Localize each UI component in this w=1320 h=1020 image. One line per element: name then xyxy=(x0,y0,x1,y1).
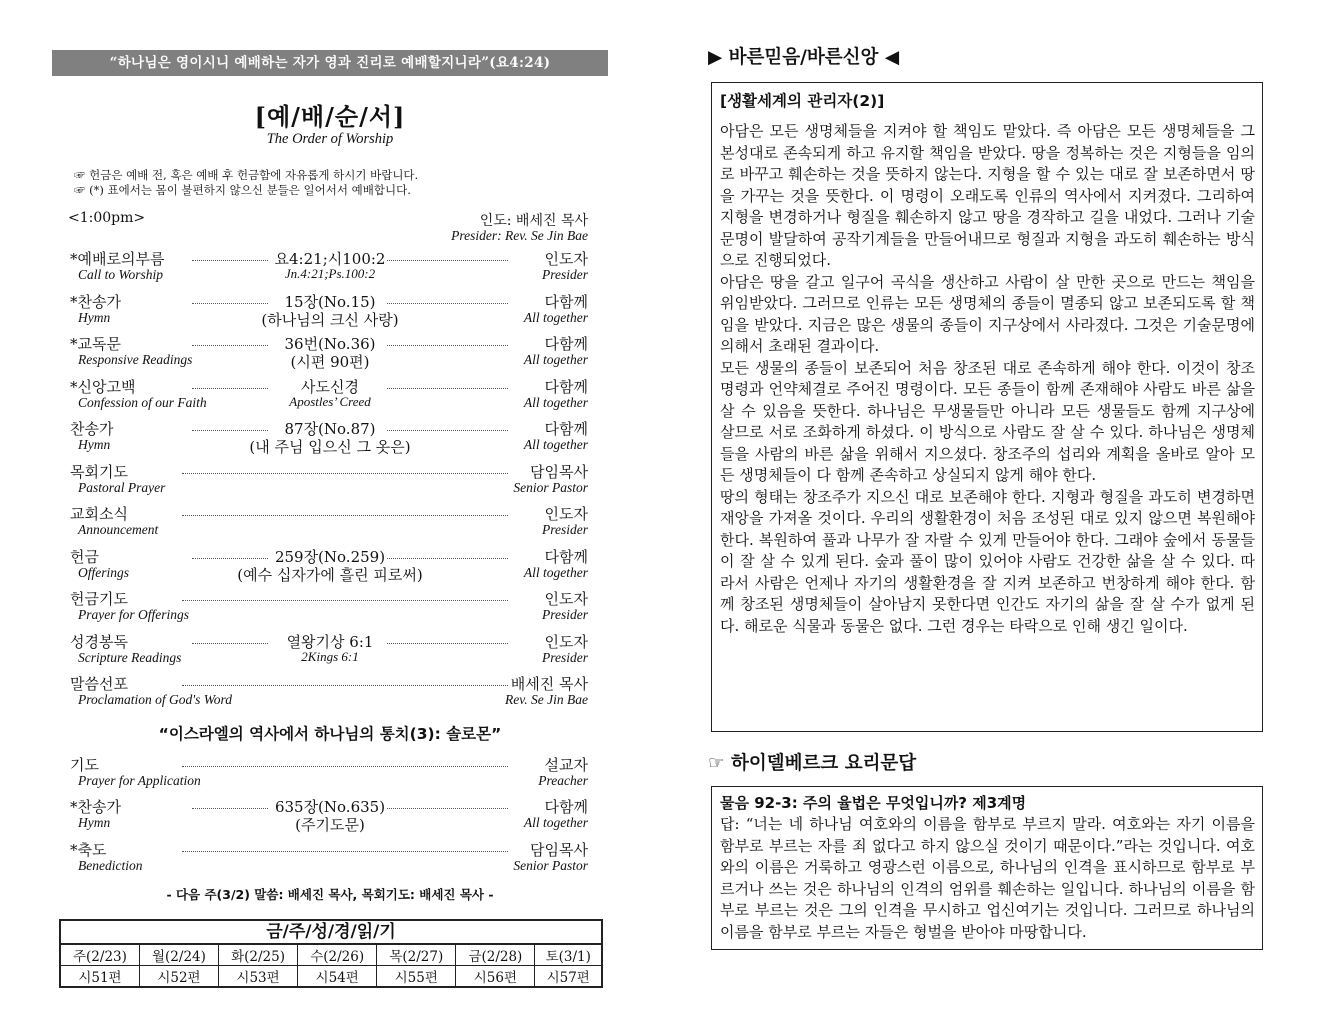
order-item xyxy=(52,503,608,546)
leader-dots xyxy=(182,600,508,601)
item-leader-en: Senior Pastor xyxy=(513,857,588,873)
item-leader-ko: 담임목사 xyxy=(530,462,588,481)
leader-dots-left xyxy=(192,345,268,346)
devotion-column xyxy=(708,44,1270,950)
item-leader-en: Rev. Se Jin Bae xyxy=(505,692,588,707)
item-reference: 15장(No.15) xyxy=(284,292,376,311)
item-leader-ko: 다함께 xyxy=(544,335,588,353)
order-item xyxy=(52,461,608,504)
item-title-ko: *축도 xyxy=(70,840,107,859)
leader-dots xyxy=(182,766,508,767)
reading-psalm: 시56편 xyxy=(456,966,535,987)
item-title-en: Hymn xyxy=(78,309,111,325)
item-reference: 사도신경 xyxy=(301,377,359,396)
article-paragraph: 땅의 형태는 창조주가 지으신 대로 보존해야 한다. 지형과 형질을 과도히 변경하면 재앙을 가져올 것이다. 우리의 생활환경이 처음 조성된 대로 있지 않으면 복원해야 한다. 복원하여 풀과 나무가 잘 자랄 수 있게 만들어야 한다. 그래야 숲에서 동물들이 잘 살 수 있게 된다. 숲과 풀이 많이 있어야 사람도 건강한 삶을 살 수 있다. 따라서 사람은 언제나 자기의 생활환경을 잘 지켜 보존하고 번창하게 해야 한다. 함께 창조된 생명체들이 살아남지 못한다면 인간도 자기의 삶을 잘 살 수가 없게 된다. 해로운 식물과 동물은 없다. 그런 경우는 타락으로 인해 생긴 일이다. xyxy=(720,487,1255,635)
order-item xyxy=(52,796,608,839)
reading-psalm: 시57편 xyxy=(535,966,601,987)
item-leader-ko: 다함께 xyxy=(544,547,588,566)
item-title-en: Call to Worship xyxy=(78,267,164,282)
item-reference-detail: 2Kings 6:1 xyxy=(301,648,359,664)
leader-dots-right xyxy=(387,808,508,809)
reading-day: 토(3/1) xyxy=(535,945,601,966)
notes xyxy=(52,168,608,198)
item-leader-en: All together xyxy=(523,437,588,452)
reading-days-row xyxy=(61,945,601,966)
item-leader-ko: 다함께 xyxy=(544,420,588,438)
item-title-ko: 말씀선포 xyxy=(70,675,128,693)
item-title-ko: *찬송가 xyxy=(70,798,121,816)
item-title-ko: 교회소식 xyxy=(70,505,128,523)
leader-dots-left xyxy=(192,558,268,559)
item-leader-en: Presider xyxy=(542,649,588,665)
section-heading-faith: ▶ 바른믿음/바른신앙 ◀ xyxy=(708,47,900,68)
item-title-ko: 성경봉독 xyxy=(70,632,128,651)
order-item xyxy=(52,754,608,797)
item-title-ko: *신앙고백 xyxy=(70,377,136,396)
item-title-ko: 찬송가 xyxy=(70,420,114,438)
order-items-after-sermon xyxy=(52,754,608,882)
item-title-en: Prayer for Application xyxy=(78,772,201,788)
note-offering: ☞ 헌금은 예배 전, 혹은 예배 후 헌금함에 자유롭게 하시기 바랍니다. xyxy=(74,168,419,182)
item-title-en: Pastoral Prayer xyxy=(78,479,166,495)
reading-psalm: 시55편 xyxy=(377,966,456,987)
item-title-ko: *교독문 xyxy=(70,335,121,353)
leader-en: Presider: Rev. Se Jin Bae xyxy=(451,228,588,243)
item-reference: 635장(No.635) xyxy=(274,798,386,816)
item-title-en: Responsive Readings xyxy=(78,352,193,367)
article-paragraph: 모든 생물의 종들이 보존되어 처음 창조된 대로 존속하게 해야 한다. 이것이 창조명령과 언약체결로 주어진 명령이다. 모든 종들이 함께 존재해야 사람도 바른 삶을 살 수 있음을 뜻한다. 하나님은 무생물들만 아니라 모든 생물들도 함께 지구상에 살므로 서로 조화하게 하셨다. 이 방식으로 사람도 잘 살 수 있다. 하나님은 생명체들을 사람의 바른 삶을 위해서 지으셨다. 창조주의 섭리와 계획을 올바로 알아 모든 생명체들이 다 함께 존속하고 상실되지 않게 해야 한다. xyxy=(720,358,1255,484)
item-leader-en: Presider xyxy=(542,267,588,282)
order-item xyxy=(52,333,608,376)
item-title-en: Prayer for Offerings xyxy=(78,607,189,622)
section-heading-catechism: ☞ 하이델베르크 요리문답 xyxy=(708,753,917,774)
leader-dots-left xyxy=(192,643,268,644)
item-leader-ko: 다함께 xyxy=(544,798,588,816)
item-reference-detail: (주기도문) xyxy=(295,816,365,834)
leader-dots-left xyxy=(192,303,268,304)
leader-dots-right xyxy=(387,558,508,559)
next-week-note: - 다음 주(3/2) 말씀: 배세진 목사, 목회기도: 배세진 목사 - xyxy=(166,887,494,902)
item-leader-en: Presider xyxy=(542,607,588,622)
leader-dots-right xyxy=(387,345,508,346)
item-reference-detail: (시편 90편) xyxy=(290,353,370,371)
item-title-en: Benediction xyxy=(78,857,143,873)
order-item xyxy=(52,546,608,589)
leader-dots xyxy=(182,851,508,852)
order-title: [예/배/순/서] xyxy=(254,102,406,131)
item-leader-ko: 다함께 xyxy=(544,377,588,396)
item-leader-en: All together xyxy=(523,309,588,325)
leader-dots xyxy=(182,685,508,686)
leader-dots-right xyxy=(387,643,508,644)
order-items xyxy=(52,248,608,716)
item-leader-ko: 담임목사 xyxy=(530,840,588,859)
item-title-ko: *찬송가 xyxy=(70,292,121,311)
catechism-answer: 답: “너는 네 하나님 여호와의 이름을 함부로 부르지 말라. 여호와는 자기 이름을 함부로 부르는 자를 죄 없다고 하지 않으실 것이기 때문이다.”라는 것입니다. 여호와의 이름은 거룩하고 영광스런 이름으로, 하나님의 인격을 표시하므로 함부로 부르거나 쓰는 것은 하나님의 인격의 엄위를 훼손하는 일입니다. 하나님의 이름을 함부로 부르는 것은 그의 인격을 무시하고 업신여기는 것입니다. 그러므로 하나님의 이름을 함부로 부르는 자들은 형벌을 받아야 마땅합니다. xyxy=(720,815,1255,941)
leader-dots-left xyxy=(192,260,268,261)
order-item xyxy=(52,248,608,291)
reading-day: 화(2/25) xyxy=(219,945,298,966)
order-item xyxy=(52,588,608,631)
reading-day: 주(2/23) xyxy=(61,945,139,966)
item-leader-en: All together xyxy=(523,815,588,830)
item-leader-en: Preacher xyxy=(538,772,588,788)
note-standing: ☞ (*) 표에서는 몸이 불편하지 않으신 분들은 일어서서 예배합니다. xyxy=(74,183,411,197)
faith-article-box xyxy=(711,82,1263,732)
order-subtitle: The Order of Worship xyxy=(266,131,394,147)
item-leader-ko: 배세진 목사 xyxy=(510,675,588,693)
sermon-title: “이스라엘의 역사에서 하나님의 통치(3): 솔로몬” xyxy=(158,724,502,743)
item-title-en: Proclamation of God's Word xyxy=(78,692,233,707)
leader-dots-right xyxy=(387,303,508,304)
item-leader-en: All together xyxy=(523,352,588,367)
item-reference: 87장(No.87) xyxy=(284,420,376,438)
item-title-en: Scripture Readings xyxy=(78,649,182,665)
item-leader-ko: 설교자 xyxy=(544,755,588,774)
worship-order-column xyxy=(52,50,608,988)
catechism-question: 물음 92-3: 주의 율법은 무엇입니까? 제3계명 xyxy=(720,794,1027,812)
order-item xyxy=(52,673,608,716)
item-leader-en: Senior Pastor xyxy=(513,479,588,495)
item-title-ko: 기도 xyxy=(70,755,99,774)
item-title-en: Hymn xyxy=(78,815,111,830)
item-title-en: Announcement xyxy=(78,522,159,537)
leader-dots-left xyxy=(192,808,268,809)
item-leader-en: Presider xyxy=(542,522,588,537)
catechism-box xyxy=(711,786,1263,950)
item-title-en: Hymn xyxy=(78,437,111,452)
item-leader-ko: 다함께 xyxy=(544,292,588,311)
reading-day: 금(2/28) xyxy=(456,945,535,966)
item-leader-ko: 인도자 xyxy=(544,590,588,608)
time-row xyxy=(52,210,608,248)
reading-day: 목(2/27) xyxy=(377,945,456,966)
reading-psalms-row xyxy=(61,966,601,987)
item-leader-ko: 인도자 xyxy=(544,505,588,523)
leader-dots-right xyxy=(387,388,508,389)
reading-day: 수(2/26) xyxy=(298,945,377,966)
order-item xyxy=(52,631,608,674)
item-reference-detail: (예수 십자가에 흘린 피로써) xyxy=(237,565,423,584)
item-reference-detail: Apostles’ Creed xyxy=(289,393,371,409)
item-title-ko: *예배로의부름 xyxy=(70,250,165,268)
leader-ko: 인도: 배세진 목사 xyxy=(479,213,588,229)
leader-dots xyxy=(182,515,508,516)
item-leader-ko: 인도자 xyxy=(544,632,588,651)
leader-dots-right xyxy=(387,430,508,431)
leader-dots xyxy=(182,473,508,474)
scripture-banner: “하나님은 영이시니 예배하는 자가 영과 진리로 예배할지니라”(요4:24) xyxy=(52,50,608,76)
article-title: [생활세계의 관리자(2)] xyxy=(720,92,885,110)
item-reference: 259장(No.259) xyxy=(274,547,386,566)
service-time: <1:00pm> xyxy=(68,210,146,226)
order-item xyxy=(52,839,608,882)
article-paragraph: 아담은 모든 생명체들을 지켜야 할 책임도 맡았다. 즉 아담은 모든 생명체들을 그 본성대로 존속되게 하고 유지할 책임을 받았다. 땅을 정복하는 것은 지형들을 임의로 바꾸고 훼손하는 것을 뜻하지 않는다. 지형을 할 수 있는 대로 잘 보존하면서 땅을 가꾸는 것을 뜻한다. 이 명령이 오래도록 인류의 역사에서 지켜졌다. 그리하여 지형을 변경하거나 형질을 훼손하지 않고 땅을 경작하고 길을 내었다. 그러나 기술문명이 발달하여 공작기계들을 만들어내므로 형질과 지형을 과도히 훼손하는 방식으로 진행되었다. xyxy=(720,122,1255,269)
reading-psalm: 시52편 xyxy=(139,966,218,987)
leader-dots-left xyxy=(192,388,268,389)
item-reference: 열왕기상 6:1 xyxy=(286,632,374,651)
item-reference: 요4:21;시100:2 xyxy=(274,250,386,268)
item-title-en: Offerings xyxy=(78,564,130,580)
leader-dots-right xyxy=(387,260,508,261)
reading-psalm: 시51편 xyxy=(61,966,139,987)
item-title-ko: 헌금 xyxy=(70,547,99,566)
order-item xyxy=(52,376,608,419)
reading-title: 금/주/성/경/읽/기 xyxy=(61,921,601,944)
reading-day: 월(2/24) xyxy=(139,945,218,966)
item-title-ko: 목회기도 xyxy=(70,462,128,481)
article-paragraph: 아담은 땅을 갈고 일구어 곡식을 생산하고 사람이 살 만한 곳으로 만드는 책임을 위임받았다. 그러므로 인류는 모든 생명체의 종들이 멸종되 않고 보존되도록 할 책임을 받았다. 지금은 많은 생물의 종들이 지구상에서 사라졌다. 그것은 기술문명에 의해서 초래된 결과이다. xyxy=(720,272,1255,355)
item-title-ko: 헌금기도 xyxy=(70,590,128,608)
reading-grid xyxy=(61,944,601,986)
leader-dots-left xyxy=(192,430,268,431)
order-item xyxy=(52,418,608,461)
item-reference-detail: (내 주님 입으신 그 옷은) xyxy=(249,438,411,456)
item-reference-detail: Jn.4:21;Ps.100:2 xyxy=(284,266,376,281)
item-leader-en: All together xyxy=(523,394,588,410)
item-leader-ko: 인도자 xyxy=(544,250,588,268)
reading-psalm: 시54편 xyxy=(298,966,377,987)
order-item xyxy=(52,291,608,334)
reading-psalm: 시53편 xyxy=(219,966,298,987)
weekly-reading-table xyxy=(59,919,603,988)
item-title-en: Confession of our Faith xyxy=(78,394,207,410)
item-leader-en: All together xyxy=(523,564,588,580)
item-reference-detail: (하나님의 크신 사랑) xyxy=(261,310,399,329)
item-reference: 36번(No.36) xyxy=(284,335,376,353)
